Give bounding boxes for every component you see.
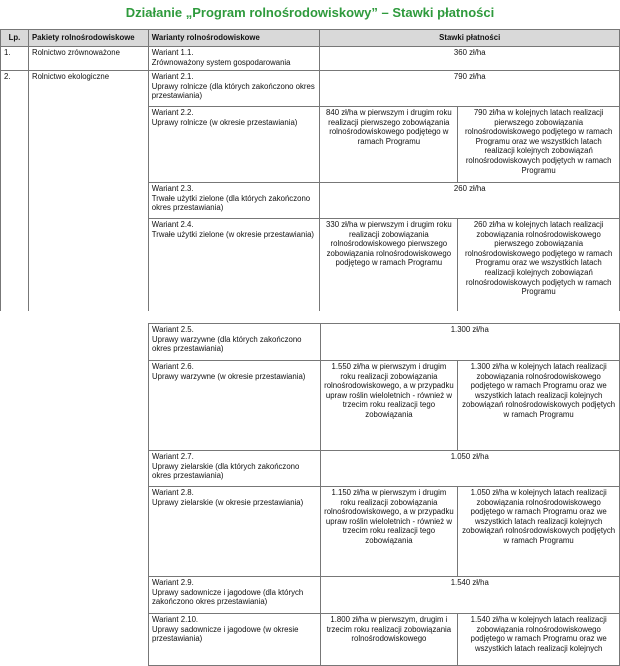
variant-name: Wariant 2.4. bbox=[151, 220, 194, 229]
table-row bbox=[149, 324, 620, 361]
row-lp: 1. bbox=[1, 47, 29, 71]
rates-table-part-2 bbox=[148, 323, 620, 666]
variant-desc: Zrównoważony system gospodarowania bbox=[151, 57, 291, 67]
row-pakiet: Rolnictwo zrównoważone bbox=[28, 47, 148, 71]
rate-cell: 360 zł/ha bbox=[320, 47, 620, 71]
variant-name: Wariant 2.6. bbox=[152, 362, 194, 371]
variant-name: Wariant 2.10. bbox=[152, 615, 199, 624]
variant-desc: Uprawy rolnicze (dla których zakończono okres przestawiania) bbox=[151, 81, 315, 101]
variant-cell bbox=[149, 451, 321, 487]
table-row bbox=[1, 47, 620, 71]
page-title: Działanie „Program rolnośrodowiskowy” – Stawki płatności bbox=[125, 5, 495, 20]
table-row bbox=[149, 614, 620, 666]
header-warianty: Warianty rolnośrodowiskowe bbox=[148, 30, 320, 47]
rate-cell-subsequent: 790 zł/ha w kolejnych latach realizacji pierwszego zobowiązania rolnośrodowiskowego podjętego w ramach Programu oraz we wszystkich latach realizacji kolejnych zobowiązań rolnośrodowiskowych podjętych w ramach Programu bbox=[458, 107, 620, 183]
variant-desc: Uprawy warzywne (dla których zakończono okres przestawiania) bbox=[152, 334, 302, 354]
table-row bbox=[149, 487, 620, 577]
table-row bbox=[149, 577, 620, 614]
variant-cell bbox=[149, 487, 321, 577]
table-row bbox=[1, 71, 620, 107]
variant-cell bbox=[148, 47, 320, 71]
rate-cell-initial: 840 zł/ha w pierwszym i drugim roku realizacji pierwszego zobowiązania rolnośrodowiskowego podjętego w ramach Programu bbox=[320, 107, 458, 183]
variant-name: Wariant 2.7. bbox=[152, 452, 194, 461]
rate-cell-subsequent: 1.300 zł/ha w kolejnych latach realizacji zobowiązania rolnośrodowiskowego podjętego w ramach Programu oraz we wszystkich latach realizacji kolejnych zobowiązań rolnośrodowiskowych podjętych w ramach Programu bbox=[458, 361, 620, 451]
rate-cell-initial: 1.550 zł/ha w pierwszym i drugim roku realizacji zobowiązania rolnośrodowiskowego, a w przypadku upraw roślin wieloletnich - również w trzecim roku realizacji tego zobowiązania bbox=[320, 361, 458, 451]
variant-cell bbox=[149, 361, 321, 451]
variant-cell bbox=[149, 577, 321, 614]
rates-table-part-1 bbox=[0, 29, 620, 311]
variant-desc: Trwałe użytki zielone (w okresie przestawiania) bbox=[151, 229, 315, 239]
variant-desc: Uprawy warzywne (w okresie przestawiania) bbox=[152, 371, 306, 381]
header-lp: Lp. bbox=[1, 30, 29, 47]
variant-desc: Uprawy rolnicze (w okresie przestawiania) bbox=[151, 117, 298, 127]
variant-name: Wariant 2.3. bbox=[151, 184, 194, 193]
row-lp: 2. bbox=[1, 71, 29, 311]
rate-cell-subsequent: 1.540 zł/ha w kolejnych latach realizacji zobowiązania rolnośrodowiskowego podjętego w ramach Programu oraz we wszystkich latach realizacji kolejnych bbox=[458, 614, 620, 666]
rate-cell: 260 zł/ha bbox=[320, 183, 620, 219]
variant-desc: Uprawy zielarskie (w okresie przestawiania) bbox=[152, 497, 304, 507]
variant-desc: Uprawy sadownicze i jagodowe (w okresie przestawiania) bbox=[152, 624, 299, 644]
rate-cell: 790 zł/ha bbox=[320, 71, 620, 107]
variant-name: Wariant 2.1. bbox=[151, 72, 194, 81]
variant-cell bbox=[148, 183, 320, 219]
rate-cell: 1.540 zł/ha bbox=[320, 577, 619, 614]
variant-name: Wariant 2.8. bbox=[152, 488, 194, 497]
rate-cell-subsequent: 1.050 zł/ha w kolejnych latach realizacji zobowiązania rolnośrodowiskowego podjętego w ramach Programu oraz we wszystkich latach realizacji kolejnych zobowiązań rolnośrodowiskowych podjętych w ramach Programu bbox=[458, 487, 620, 577]
table-row bbox=[149, 451, 620, 487]
row-pakiet: Rolnictwo ekologiczne bbox=[28, 71, 148, 311]
variant-desc: Trwałe użytki zielone (dla których zakończono okres przestawiania) bbox=[151, 193, 311, 213]
variant-cell bbox=[149, 324, 321, 361]
rate-cell-initial: 1.800 zł/ha w pierwszym, drugim i trzecim roku realizacji zobowiązania rolnośrodowiskowego bbox=[320, 614, 458, 666]
rate-cell-subsequent: 260 zł/ha w kolejnych latach realizacji zobowiązania rolnośrodowiskowego pierwszego zobowiązania rolnośrodowiskowego podjętego w ramach Programu oraz we wszystkich latach realizacji kolejnych zobowiązań rolnośrodowiskowych podjętych w ramach Programu bbox=[458, 219, 620, 311]
variant-name: Wariant 2.9. bbox=[152, 578, 194, 587]
variant-cell bbox=[149, 614, 321, 666]
rate-cell: 1.050 zł/ha bbox=[320, 451, 619, 487]
variant-desc: Uprawy sadownicze i jagodowe (dla których zakończono okres przestawiania) bbox=[152, 587, 304, 607]
variant-name: Wariant 2.5. bbox=[152, 325, 194, 334]
variant-desc: Uprawy zielarskie (dla których zakończono okres przestawiania) bbox=[152, 461, 300, 481]
table-row bbox=[149, 361, 620, 451]
rate-cell-initial: 330 zł/ha w pierwszym i drugim roku realizacji zobowiązania rolnośrodowiskowego pierwszego zobowiązania rolnośrodowiskowego podjętego w ramach Programu bbox=[320, 219, 458, 311]
variant-cell bbox=[148, 219, 320, 311]
header-stawki: Stawki płatności bbox=[320, 30, 620, 47]
variant-cell bbox=[148, 107, 320, 183]
table-header-row bbox=[1, 30, 620, 47]
rate-cell-initial: 1.150 zł/ha w pierwszym i drugim roku realizacji zobowiązania rolnośrodowiskowego, a w przypadku upraw roślin wieloletnich - również w trzecim roku realizacji tego zobowiązania bbox=[320, 487, 458, 577]
variant-name: Wariant 2.2. bbox=[151, 108, 194, 117]
rate-cell: 1.300 zł/ha bbox=[320, 324, 619, 361]
variant-name: Wariant 1.1. bbox=[151, 48, 194, 57]
variant-cell bbox=[148, 71, 320, 107]
header-pakiety: Pakiety rolnośrodowiskowe bbox=[28, 30, 148, 47]
